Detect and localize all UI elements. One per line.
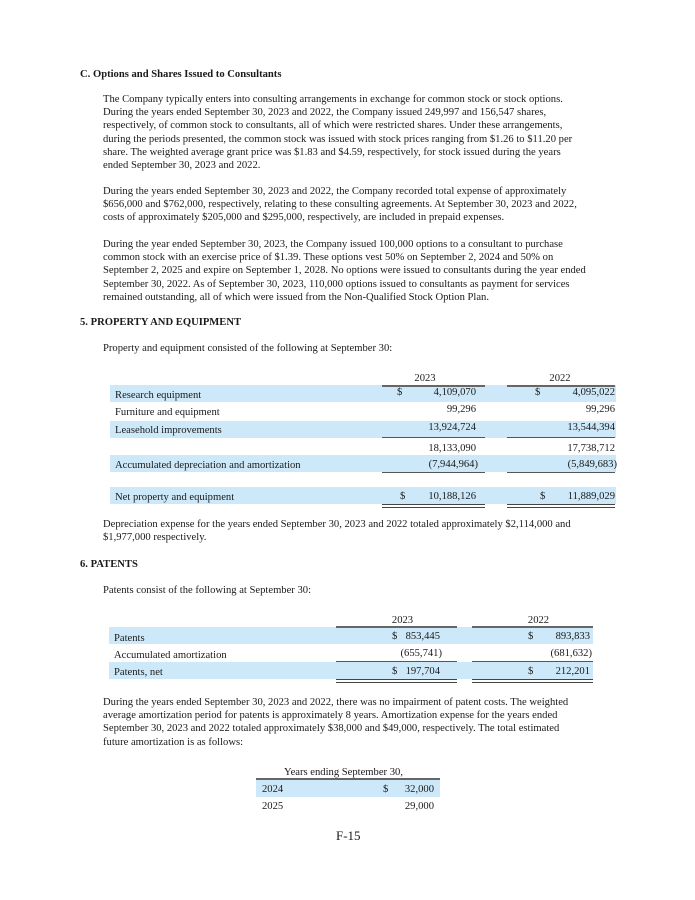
text-line: average amortization period for patents is approximately 8 years. Amortization expense for the years ended: [103, 710, 558, 722]
row-band: [109, 627, 593, 644]
value-2022: 11,889,029: [567, 491, 615, 502]
section-5-intro: Property and equipment consisted of the following at September 30:: [103, 343, 393, 354]
text-line: During the year ended September 30, 2023, the Company issued 100,000 options to a consultant to purchase: [103, 239, 563, 250]
text-line: costs of approximately $205,000 and $295,000, respectively, are included in prepaid expenses.: [103, 212, 505, 224]
total-double-rule: [507, 504, 615, 508]
currency-symbol: $: [392, 666, 398, 677]
section-c-heading: C. Options and Shares Issued to Consultants: [80, 69, 282, 80]
value-2023: 197,704: [405, 666, 440, 677]
section-5-heading: 5. PROPERTY AND EQUIPMENT: [80, 317, 242, 328]
future-table-header: Years ending September 30,: [284, 767, 403, 778]
row-band: [109, 662, 593, 679]
total-double-rule: [472, 679, 593, 683]
currency-symbol: $: [535, 387, 541, 398]
year-label: 2025: [262, 801, 284, 812]
value-2023: 99,296: [446, 404, 476, 415]
value-2023: 10,188,126: [428, 491, 476, 502]
value-2022: 893,833: [555, 631, 590, 642]
text-line: During the years ended September 30, 2023 and 2022, the Company recorded total expense of approximately: [103, 186, 567, 197]
row-label: Accumulated depreciation and amortization: [115, 460, 301, 471]
row-label: Net property and equipment: [115, 492, 235, 503]
text-line: September 2, 2025 and expire on September 1, 2028. No options were issued to consultants during the year ended: [103, 265, 586, 277]
currency-symbol: $: [528, 631, 534, 642]
column-header-2022: 2022: [527, 615, 550, 626]
column-header-2023: 2023: [391, 615, 414, 626]
amount-value: 29,000: [404, 801, 434, 812]
text-line: The Company typically enters into consulting arrangements in exchange for common stock or stock options.: [103, 94, 563, 105]
subtotal-rule: [507, 472, 615, 473]
value-2022: 13,544,394: [567, 422, 615, 433]
value-2022: 212,201: [555, 666, 590, 677]
section-c-paragraph-3: [103, 238, 615, 304]
section-6-intro: Patents consist of the following at September 30:: [103, 585, 312, 596]
patents-paragraph: [103, 696, 615, 749]
text-line: during the periods presented, the common stock was issued with stock prices ranging from $1.26 to $11.20 per: [103, 133, 573, 145]
subtotal-rule: [336, 661, 457, 662]
amount-value: 32,000: [404, 784, 434, 795]
text-line: $656,000 and $762,000, respectively, relating to these consulting agreements. At September 30, 2023 and 2022,: [103, 199, 577, 211]
section-c-paragraph-2: [103, 185, 615, 225]
header-rule: [472, 626, 593, 628]
value-2022: 99,296: [585, 404, 615, 415]
value-2022: (5,849,683): [567, 459, 617, 470]
text-line: ended September 30, 2023 and 2022.: [103, 160, 261, 172]
text-line: common stock with an exercise price of $1.39. These options vest 50% on September 2, 2024 and 50% on: [103, 252, 554, 264]
currency-symbol: $: [400, 491, 406, 502]
text-line: Depreciation expense for the years ended September 30, 2023 and 2022 totaled approximately $2,114,000 and: [103, 519, 571, 530]
subtotal-rule: [472, 661, 593, 662]
section-c-paragraph-1: [103, 93, 615, 172]
text-line: During the years ended September 30, 2023 and 2022, the Company issued 249,997 and 156,547 shares,: [103, 107, 547, 119]
subtotal-rule: [382, 437, 485, 438]
text-line: future amortization is as follows:: [103, 736, 244, 748]
column-header-2022: 2022: [549, 373, 571, 384]
total-double-rule: [382, 504, 485, 508]
text-line: During the years ended September 30, 2023 and 2022, there was no impairment of patent costs. The weighted: [103, 697, 569, 708]
value-2023: 13,924,724: [428, 422, 476, 433]
currency-symbol: $: [383, 784, 389, 795]
currency-symbol: $: [540, 491, 546, 502]
total-double-rule: [336, 679, 457, 683]
row-label: Furniture and equipment: [115, 407, 220, 418]
depreciation-paragraph: [103, 518, 615, 544]
value-2023: (7,944,964): [428, 459, 478, 470]
row-label: Patents, net: [114, 667, 163, 678]
year-label: 2024: [262, 784, 284, 795]
value-2022: (681,632): [550, 648, 592, 659]
text-line: September 30, 2022. As of September 30, 2023, 110,000 options issued to consultants as payment for services: [103, 278, 570, 290]
subtotal-rule: [382, 472, 485, 473]
value-2022: 17,738,712: [567, 443, 615, 454]
text-line: $1,977,000 respectively.: [103, 532, 207, 544]
value-2022: 4,095,022: [572, 387, 615, 398]
header-rule: [336, 626, 457, 628]
value-2023: 853,445: [405, 631, 440, 642]
column-header-2023: 2023: [414, 373, 436, 384]
text-line: September 30, 2023 and 2022 totaled approximately $38,000 and $49,000, respectively. The total estimated: [103, 723, 560, 735]
section-6-heading: 6. PATENTS: [80, 559, 138, 570]
currency-symbol: $: [528, 666, 534, 677]
text-line: remained outstanding, all of which were issued from the Non-Qualified Stock Option Plan.: [103, 291, 489, 303]
currency-symbol: $: [392, 631, 398, 642]
currency-symbol: $: [397, 387, 403, 398]
value-2023: (655,741): [400, 648, 442, 659]
row-label: Leasehold improvements: [115, 425, 222, 436]
text-line: share. The weighted average grant price was $1.83 and $4.59, respectively, for stock issued during the years: [103, 146, 561, 158]
text-line: respectively, of common stock to consultants, all of which were restricted shares. Under these arrangements,: [103, 120, 563, 132]
row-label: Patents: [114, 633, 145, 644]
value-2023: 18,133,090: [428, 443, 476, 454]
page-number: F-15: [336, 828, 361, 843]
value-2023: 4,109,070: [433, 387, 476, 398]
row-label: Research equipment: [115, 390, 202, 401]
row-label: Accumulated amortization: [114, 650, 227, 661]
subtotal-rule: [507, 437, 615, 438]
